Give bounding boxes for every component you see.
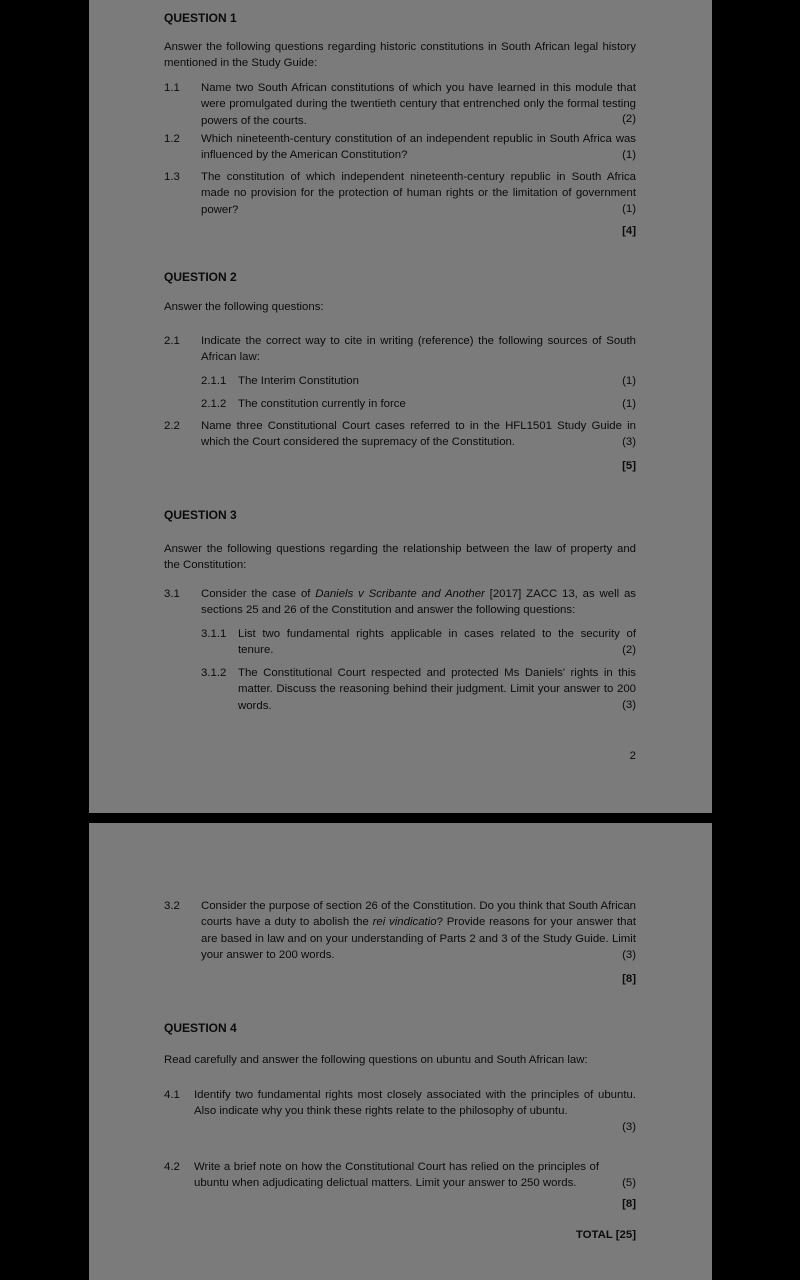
latin-term: rei vindicatio xyxy=(372,916,437,929)
item-2-1-2-number: 2.1.2 xyxy=(201,398,227,410)
item-2-1-1-marks: (1) xyxy=(622,375,636,387)
item-4-2-text: Write a brief note on how the Constitutional Court has relied on the principles of ubuntu when adjudicating delictual matters. Limit your answer to 250 words. xyxy=(194,1161,599,1190)
item-3-2-marks: (3) xyxy=(622,949,636,961)
item-4-2-marks: (5) xyxy=(622,1177,636,1189)
question-3-intro: Answer the following questions regarding the relationship between the law of property and the Constitution: xyxy=(164,543,636,572)
item-3-1-text xyxy=(201,586,636,619)
item-3-1-2-number: 3.1.2 xyxy=(201,667,227,679)
question-1-heading: QUESTION 1 xyxy=(164,11,237,25)
item-2-1-2-marks: (1) xyxy=(622,398,636,410)
item-3-2-number: 3.2 xyxy=(164,900,180,912)
question-1-total: [4] xyxy=(622,225,636,237)
item-2-2-text: Name three Constitutional Court cases referred to in the HFL1501 Study Guide in which the Court considered the supremacy of the Constitution. xyxy=(201,420,636,449)
item-4-2-number: 4.2 xyxy=(164,1161,180,1173)
document-page-1 xyxy=(89,0,712,813)
item-1-1-marks: (2) xyxy=(622,113,636,125)
item-1-2-number: 1.2 xyxy=(164,133,180,145)
item-1-1-number: 1.1 xyxy=(164,82,180,94)
item-1-1-text: Name two South African constitutions of which you have learned in this module that were promulgated during the twentieth century that entrenched only the formal testing powers of the courts. xyxy=(201,82,636,127)
item-3-1-text-before: Consider the case of xyxy=(201,588,316,600)
question-4-total: [8] xyxy=(622,1198,636,1210)
item-3-1-2-text: The Constitutional Court respected and protected Ms Daniels' rights in this matter. Discuss the reasoning behind their judgment. Limit your answer to 200 words. xyxy=(238,667,636,712)
question-4-intro: Read carefully and answer the following questions on ubuntu and South African law: xyxy=(164,1054,588,1066)
item-1-3-marks: (1) xyxy=(622,203,636,215)
page-number: 2 xyxy=(629,750,636,762)
item-2-2-number: 2.2 xyxy=(164,420,180,432)
item-1-2-text: Which nineteenth-century constitution of an independent republic in South Africa was influenced by the American Constitution? xyxy=(201,133,636,162)
item-3-2-text xyxy=(201,898,636,964)
question-2-total: [5] xyxy=(622,460,636,472)
grand-total: TOTAL [25] xyxy=(575,1229,636,1241)
question-4-heading: QUESTION 4 xyxy=(164,1021,237,1035)
item-3-1-number: 3.1 xyxy=(164,588,180,600)
item-4-1-marks: (3) xyxy=(622,1121,636,1133)
item-1-3-number: 1.3 xyxy=(164,171,180,183)
case-name: Daniels v Scribante and Another xyxy=(315,588,485,600)
item-4-1-text: Identify two fundamental rights most closely associated with the principles of ubuntu. Also indicate why you think these rights relate to the philosophy of ubuntu. xyxy=(194,1089,636,1118)
item-2-1-2-text: The constitution currently in force xyxy=(238,398,406,410)
item-1-2-marks: (1) xyxy=(622,149,636,161)
item-3-1-text-after: [2017] ZACC 13, as well as sections 25 and 26 of the Constitution and answer the following questions: xyxy=(201,588,636,617)
item-2-2-marks: (3) xyxy=(622,436,636,448)
item-3-2-text-before: Consider the purpose of section 26 of the Constitution. Do you think that South African courts have a duty to abolish the xyxy=(201,900,636,929)
item-3-1-1-text: List two fundamental rights applicable in cases related to the security of tenure. xyxy=(238,628,636,657)
document-page-2 xyxy=(89,823,712,1280)
question-2-intro: Answer the following questions: xyxy=(164,301,324,313)
item-2-1-text: Indicate the correct way to cite in writing (reference) the following sources of South African law: xyxy=(201,335,636,364)
question-2-heading: QUESTION 2 xyxy=(164,270,237,284)
item-3-2-text-after: ? Provide reasons for your answer that are based in law and on your understanding of Parts 2 and 3 of the Study Guide. Limit your answer to 200 words. xyxy=(201,916,637,962)
item-3-1-1-marks: (2) xyxy=(622,644,636,656)
item-2-1-1-number: 2.1.1 xyxy=(201,375,227,387)
item-2-1-1-text: The Interim Constitution xyxy=(238,375,359,387)
question-3-total: [8] xyxy=(622,973,636,985)
question-3-heading: QUESTION 3 xyxy=(164,508,237,522)
question-1-intro: Answer the following questions regarding historic constitutions in South African legal history mentioned in the Study Guide: xyxy=(164,41,636,70)
item-1-3-text: The constitution of which independent nineteenth-century republic in South Africa made no provision for the protection of human rights or the limitation of government power? xyxy=(201,171,636,216)
item-2-1-number: 2.1 xyxy=(164,335,180,347)
item-3-1-2-marks: (3) xyxy=(622,699,636,711)
item-3-1-1-number: 3.1.1 xyxy=(201,628,227,640)
item-4-1-number: 4.1 xyxy=(164,1089,180,1101)
